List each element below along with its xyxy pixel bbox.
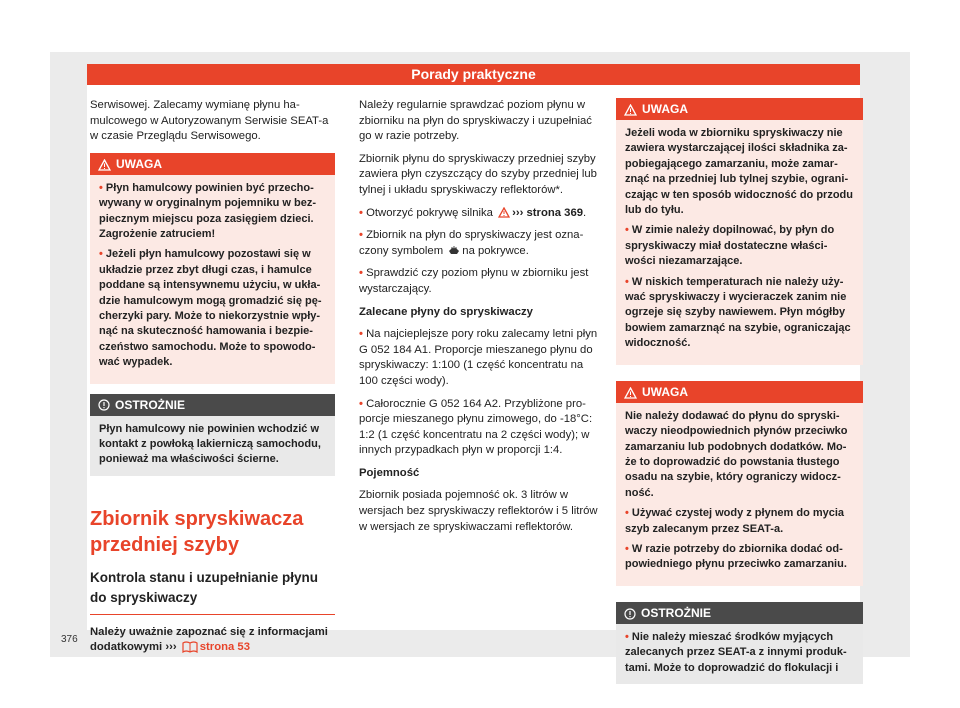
list-item: • W razie potrzeby do zbiornika dodać odpowiedniego płynu przeciwko zamarzaniu.	[625, 542, 847, 571]
page-header: Porady praktyczne	[87, 64, 860, 85]
warning-body	[90, 175, 335, 384]
page-link[interactable]: strona 53	[199, 641, 250, 654]
note-box	[90, 394, 335, 476]
page-link[interactable]: strona 369	[526, 206, 584, 219]
book-icon	[182, 641, 198, 653]
note-box	[616, 602, 863, 684]
paragraph: Nie należy dodawać do płynu do spryskiwaczy nieodpowiednich płynów przeciwko zamarzaniu lub podobnych dodatków. Może to doprowadzić do powstania tłustego osadu na szybie, który ograniczy widoczność.	[625, 409, 848, 499]
page-number: 376	[61, 634, 78, 645]
warning-body	[616, 403, 863, 586]
column-1	[90, 98, 335, 663]
subsection-title: Kontrola stanu i uzupełnianie płynu do spryskiwaczy	[90, 568, 335, 615]
note-body: • Nie należy mieszać środków myjących zalecanych przez SEAT-a z innymi produktami. Może to doprowadzić do flokulacji i	[625, 630, 847, 674]
warning-box	[616, 98, 863, 365]
info-circle-icon	[624, 608, 636, 620]
warning-triangle-icon	[498, 207, 510, 218]
paragraph: Zbiornik posiada pojemność ok. 3 litrów w wersjach bez spryskiwaczy reflektorów i 5 litrów w wersjach ze spryskiwaczami reflektorów.	[359, 489, 598, 533]
list-item: • Płyn hamulcowy powinien być przechowywany w oryginalnym pojemniku w bezpiecznym miejscu poza zasięgiem dzieci. Zagrożenie zatruciem!	[99, 181, 316, 240]
warning-box	[90, 153, 335, 384]
warning-triangle-icon	[624, 104, 637, 116]
warning-box	[616, 381, 863, 586]
info-reference: Należy uważnie zapoznać się z informacjami dodatkowymi ››› strona 53	[90, 625, 328, 654]
column-3	[616, 98, 863, 684]
warning-title: UWAGA	[616, 381, 863, 403]
warning-title: UWAGA	[616, 98, 863, 120]
step-item: • Zbiornik na płyn do spryskiwaczy jest oznaczony symbolem na pokrywce.	[359, 229, 584, 257]
paragraph: Należy regularnie sprawdzać poziom płynu w zbiorniku na płyn do spryskiwaczy i uzupełniać go w razie potrzeby.	[359, 99, 592, 143]
intro-text: Serwisowej. Zalecamy wymianę płynu hamulcowego w Autoryzowanym Serwisie SEAT-a w czasie Przeglądu Serwisowego.	[90, 99, 329, 143]
info-circle-icon	[98, 399, 110, 411]
list-item: • Na najcieplejsze pory roku zalecamy letni płyn G 052 184 A1. Proporcje mieszanego płynu do spryskiwaczy: 1:100 (1 część koncentratu na 100 części wody).	[359, 328, 598, 387]
warning-body	[616, 120, 863, 365]
step-item: • Otworzyć pokrywę silnika ››› strona 369.	[359, 206, 587, 219]
section-title: Zbiornik spryskiwacza przedniej szyby	[90, 507, 304, 556]
paragraph: Jeżeli woda w zbiorniku spryskiwaczy nie zawiera wystarczającej ilości składnika zapobiegającego zamarzaniu, może zamarznąć na przedniej lub tylnej szybie, ograniczając w ten sposób widoczność do przodu lub do tyłu.	[625, 127, 853, 217]
list-item: • W zimie należy dopilnować, by płyn do spryskiwaczy miał dostateczne właściwości niezamarzające.	[625, 224, 835, 268]
step-item: • Sprawdzić czy poziom płynu w zbiorniku jest wystarczający.	[359, 267, 589, 295]
washer-fluid-icon	[448, 245, 460, 256]
warning-triangle-icon	[98, 159, 111, 171]
list-item: • W niskich temperaturach nie należy używać spryskiwaczy i wycieraczek zanim nie ogrzeje się szyby nawiewem. Płyn mógłby bowiem zamarznąć na szybie, ograniczając widoczność.	[625, 275, 851, 350]
warning-title: UWAGA	[90, 153, 335, 175]
column-2	[359, 98, 604, 542]
heading: Zalecane płyny do spryskiwaczy	[359, 305, 533, 318]
warning-triangle-icon	[624, 387, 637, 399]
list-item: • Całorocznie G 052 164 A2. Przybliżone proporcje mieszanego płynu zimowego, do -18°C: 1:2 (1 część koncentratu na 2 części wody); w innych przypadkach płyn w proporcji 1:4.	[359, 397, 593, 457]
list-item: • Używać czystej wody z płynem do mycia szyb zalecanym przez SEAT-a.	[625, 507, 845, 535]
note-title: OSTROŻNIE	[90, 394, 335, 416]
paragraph: Zbiornik płynu do spryskiwaczy przedniej szyby zawiera płyn czyszczący do szyby przedniej lub tylnej i układu spryskiwaczy reflektorów*.	[359, 152, 597, 196]
heading: Pojemność	[359, 466, 420, 479]
note-body: Płyn hamulcowy nie powinien wchodzić w kontakt z powłoką lakierniczą samochodu, ponieważ ma właściwości ścierne.	[99, 422, 321, 466]
list-item: • Jeżeli płyn hamulcowy pozostawi się w układzie przez zbyt długi czas, i hamulce poddane są intensywnemu użyciu, w układzie hamulcowym mogą gromadzić się pęcherzyki pary. Może to niekorzystnie wpłynąć na skuteczność hamowania i bezpieczeństwo samochodu. Może to spowodować wypadek.	[99, 248, 322, 369]
note-title: OSTROŻNIE	[616, 602, 863, 624]
